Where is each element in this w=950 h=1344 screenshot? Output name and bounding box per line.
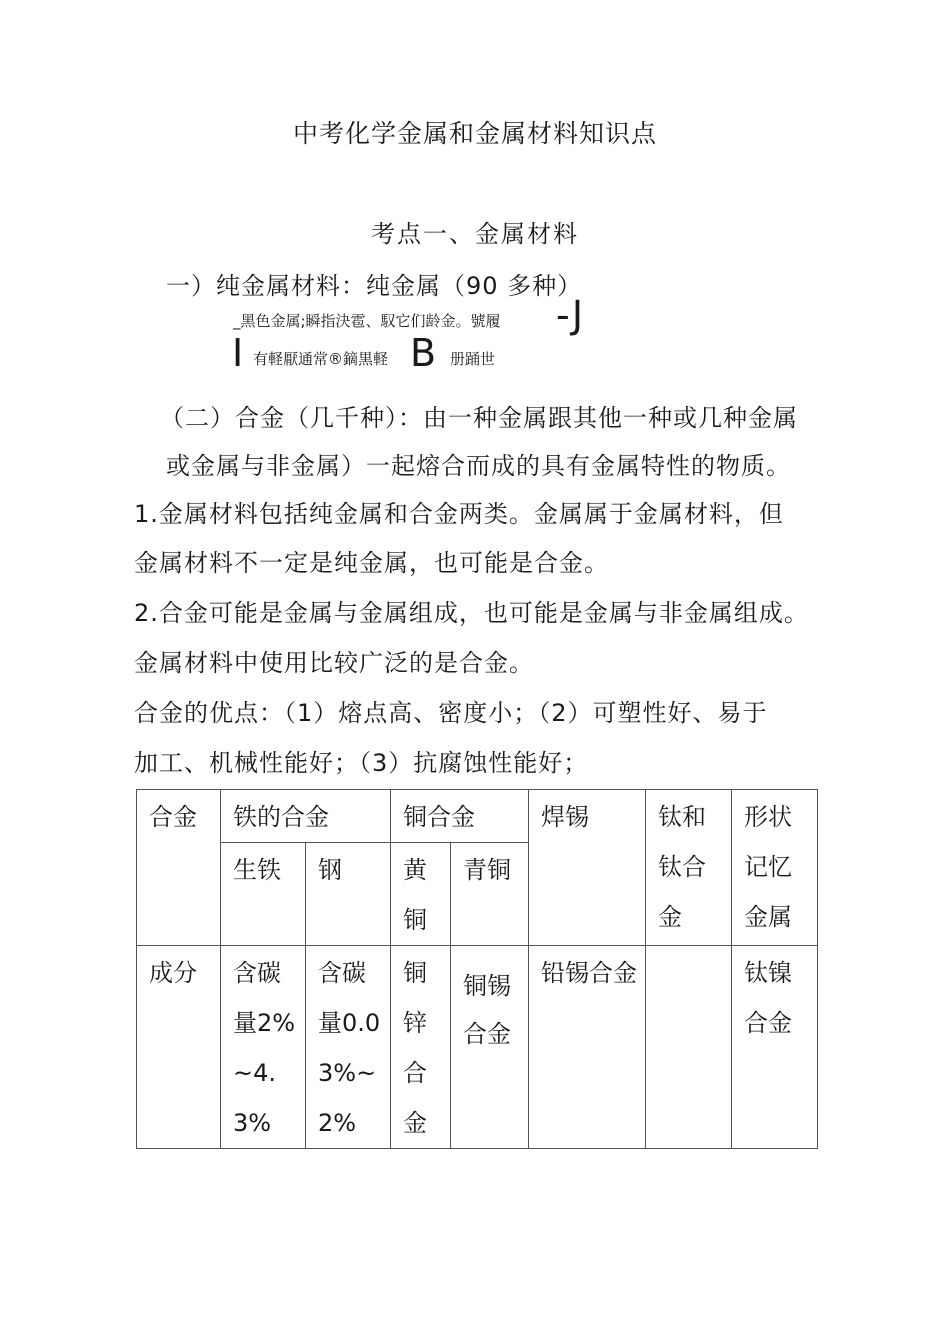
- pure-metal-heading: 一）纯金属材料：纯金属（90 多种）: [166, 272, 583, 300]
- alloy-definition-line-1: （二）合金（几千种）：由一种金属跟其他一种或几种金属: [160, 404, 798, 432]
- garbled-line-1: _黑色金属;瞬指決雹、馭它们龄金。號履: [233, 312, 501, 330]
- cell-brass: 铜锌合金: [391, 946, 451, 1149]
- header-solder: 焊锡: [529, 790, 646, 946]
- cell-steel: 含碳量0.03%~2%: [306, 946, 391, 1149]
- point-2-line-2: 金属材料中使用比较广泛的是合金。: [134, 649, 534, 677]
- point-1-line-1: 1.金属材料包括纯金属和合金两类。金属属于金属材料，但: [134, 500, 784, 528]
- header-brass: 黄铜: [391, 843, 451, 946]
- garbled-big-i: I: [232, 331, 244, 375]
- alloy-definition-line-2: 或金属与非金属）一起熔合而成的具有金属特性的物质。: [166, 452, 791, 480]
- point-1-line-2: 金属材料不一定是纯金属，也可能是合金。: [134, 549, 609, 577]
- cell-titanium: [646, 946, 732, 1149]
- garbled-line-2-tail: 册踊世: [450, 350, 496, 368]
- header-pig-iron: 生铁: [221, 843, 306, 946]
- header-copper-alloy: 铜合金: [391, 790, 529, 843]
- document-title: 中考化学金属和金属材料知识点: [292, 119, 657, 148]
- garbled-line-2: 有軽厭通常®鏑黒軽: [253, 350, 389, 368]
- cell-solder: 铅锡合金: [529, 946, 646, 1149]
- header-shape-memory: 形状记忆金属: [732, 790, 818, 946]
- advantages-line-2: 加工、机械性能好；（3）抗腐蚀性能好；: [134, 749, 589, 777]
- header-steel: 钢: [306, 843, 391, 946]
- point-2-line-1: 2.合金可能是金属与金属组成，也可能是金属与非金属组成。: [134, 599, 809, 627]
- header-alloy: 合金: [137, 790, 221, 946]
- header-iron-alloy: 铁的合金: [221, 790, 391, 843]
- header-bronze: 青铜: [451, 843, 529, 946]
- cell-shape-memory: 钛镍合金: [732, 946, 818, 1149]
- section-title: 考点一、金属材料: [371, 220, 579, 248]
- garbled-big-b: B: [410, 331, 437, 375]
- cell-pig-iron: 含碳量2%~4.3%: [221, 946, 306, 1149]
- garbled-big-j: -J: [556, 293, 584, 337]
- header-titanium: 钛和钛合金: [646, 790, 732, 946]
- alloy-table: [136, 789, 818, 1149]
- cell-bronze: 铜锡合金: [451, 946, 529, 1149]
- advantages-line-1: 合金的优点：（1）熔点高、密度小；（2）可塑性好、易于: [134, 699, 768, 727]
- row-composition: 成分: [137, 946, 221, 1149]
